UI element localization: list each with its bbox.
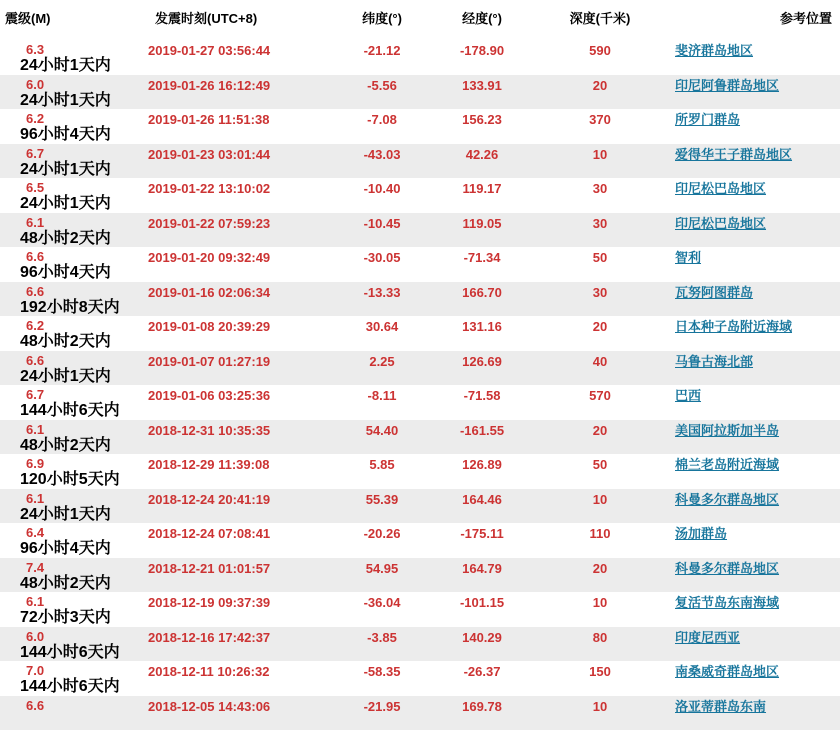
longitude-value: 131.16 (462, 319, 502, 334)
depth-value: 10 (592, 595, 608, 610)
longitude-value: -178.90 (459, 43, 505, 58)
origin-time-value: 2018-12-05 14:43:06 (148, 698, 271, 714)
latitude-value: 54.40 (365, 422, 399, 438)
time-window-label: 24小时1天内 (20, 195, 111, 212)
location-link[interactable]: 印尼阿鲁群岛地区 (675, 77, 780, 93)
latitude-value: -5.56 (367, 77, 397, 93)
location-link[interactable]: 棉兰老岛附近海域 (675, 457, 780, 472)
time-window-label: 24小时1天内 (20, 367, 111, 385)
depth-value: 50 (592, 250, 608, 265)
depth-value: 20 (592, 560, 608, 576)
location-cell (670, 385, 840, 420)
origin-time-value: 2018-12-31 10:35:35 (148, 422, 271, 438)
magnitude-value: 6.1 (26, 490, 45, 506)
location-link[interactable]: 印尼松巴岛地区 (675, 215, 767, 231)
magnitude-value: 6.7 (26, 145, 45, 161)
location-cell (670, 489, 840, 524)
origin-time-value: 2018-12-16 17:42:37 (148, 629, 271, 645)
table-row (0, 558, 840, 593)
latitude-value: -36.04 (363, 595, 401, 610)
magnitude-value: 6.0 (26, 628, 45, 644)
table-body (0, 40, 840, 730)
depth-value: 20 (592, 422, 608, 438)
location-link[interactable]: 日本种子岛附近海域 (675, 319, 793, 334)
location-cell (670, 558, 840, 593)
magnitude-cell (0, 661, 140, 696)
location-cell (670, 178, 840, 213)
magnitude-cell (0, 144, 140, 179)
time-window-label: 96小时4天内 (20, 540, 111, 557)
magnitude-cell (0, 592, 140, 627)
location-link[interactable]: 南桑威奇群岛地区 (675, 664, 780, 679)
longitude-value: -161.55 (459, 422, 505, 438)
magnitude-value: 7.4 (26, 559, 45, 575)
depth-value: 110 (589, 526, 611, 541)
depth-value: 10 (592, 698, 608, 714)
time-window-label: 96小时4天内 (20, 126, 111, 143)
location-cell (670, 420, 840, 455)
table-row (0, 109, 840, 144)
magnitude-cell (0, 316, 140, 351)
latitude-value: -7.08 (367, 112, 397, 127)
location-link[interactable]: 印度尼西亚 (675, 629, 741, 645)
magnitude-cell (0, 40, 140, 75)
location-cell (670, 247, 840, 282)
time-window-label: 24小时1天内 (20, 505, 111, 523)
depth-value: 30 (592, 181, 608, 196)
table-row (0, 696, 840, 731)
depth-value: 20 (592, 77, 608, 93)
location-cell (670, 213, 840, 248)
magnitude-cell (0, 178, 140, 213)
magnitude-cell (0, 420, 140, 455)
table-header-row (0, 0, 840, 40)
location-cell (670, 282, 840, 317)
longitude-value: 156.23 (462, 112, 502, 127)
longitude-value: -101.15 (459, 595, 505, 610)
location-link[interactable]: 所罗门群岛 (675, 112, 741, 127)
location-link[interactable]: 洛亚蒂群岛东南 (675, 698, 767, 714)
location-link[interactable]: 汤加群岛 (675, 526, 728, 541)
origin-time-value: 2018-12-19 09:37:39 (148, 595, 271, 610)
magnitude-value: 6.6 (26, 283, 45, 299)
magnitude-value: 6.5 (26, 180, 45, 195)
depth-value: 80 (592, 629, 608, 645)
origin-time-value: 2019-01-26 16:12:49 (148, 77, 271, 93)
magnitude-cell (0, 489, 140, 524)
magnitude-value: 6.4 (26, 525, 45, 540)
location-cell (670, 523, 840, 558)
magnitude-cell (0, 109, 140, 144)
latitude-value: -21.12 (363, 43, 401, 58)
latitude-value: -30.05 (363, 250, 401, 265)
depth-value: 20 (592, 319, 608, 334)
longitude-value: -71.34 (463, 250, 501, 265)
origin-time-value: 2019-01-07 01:27:19 (148, 353, 271, 369)
location-cell (670, 627, 840, 662)
table-row (0, 489, 840, 524)
location-link[interactable]: 爱得华王子群岛地区 (675, 146, 793, 162)
table-row (0, 316, 840, 351)
origin-time-value: 2018-12-29 11:39:08 (148, 457, 270, 472)
magnitude-cell (0, 523, 140, 558)
col-header-origin-time: 发震时刻(UTC+8) (155, 11, 258, 26)
time-window-label: 48小时2天内 (20, 436, 111, 454)
longitude-value: 126.69 (462, 353, 502, 369)
magnitude-value: 7.0 (26, 663, 45, 678)
longitude-value: -26.37 (463, 664, 501, 679)
table-row (0, 282, 840, 317)
magnitude-value: 6.3 (26, 42, 45, 57)
time-window-label: 48小时2天内 (20, 333, 111, 350)
longitude-value: 119.05 (462, 215, 502, 231)
magnitude-cell (0, 282, 140, 317)
depth-value: 590 (589, 43, 611, 58)
latitude-value: -8.11 (367, 388, 397, 403)
location-cell (670, 454, 840, 489)
magnitude-cell (0, 385, 140, 420)
location-cell (670, 661, 840, 696)
latitude-value: -21.95 (363, 698, 401, 714)
latitude-value: -58.35 (363, 664, 401, 679)
table-row (0, 247, 840, 282)
longitude-value: 169.78 (462, 698, 502, 714)
depth-value: 150 (589, 664, 611, 679)
time-window-label: 24小时1天内 (20, 160, 111, 178)
magnitude-cell (0, 696, 140, 731)
magnitude-value: 6.1 (26, 594, 45, 609)
magnitude-value: 6.1 (26, 421, 45, 437)
table-row (0, 523, 840, 558)
table-row (0, 178, 840, 213)
location-link[interactable]: 斐济群岛地区 (675, 43, 754, 58)
latitude-value: 2.25 (369, 353, 395, 369)
magnitude-value: 6.6 (26, 352, 45, 368)
longitude-value: 42.26 (465, 146, 499, 162)
longitude-value: 164.46 (462, 491, 502, 507)
location-cell (670, 592, 840, 627)
latitude-value: 54.95 (365, 560, 399, 576)
col-header-location: 参考位置 (779, 11, 832, 26)
time-window-label: 72小时3天内 (20, 609, 111, 626)
magnitude-value: 6.2 (26, 111, 45, 126)
depth-value: 10 (592, 491, 608, 507)
origin-time-value: 2019-01-23 03:01:44 (148, 146, 271, 162)
magnitude-cell (0, 627, 140, 662)
longitude-value: 133.91 (462, 77, 502, 93)
depth-value: 570 (589, 388, 611, 403)
magnitude-value: 6.6 (26, 697, 45, 713)
location-link[interactable]: 复活节岛东南海域 (675, 595, 780, 610)
time-window-label: 48小时2天内 (20, 574, 111, 592)
table-row (0, 40, 840, 75)
time-window-label: 24小时1天内 (20, 91, 111, 109)
location-cell (670, 75, 840, 110)
location-cell (670, 696, 840, 731)
time-window-label: 48小时2天内 (20, 229, 111, 247)
time-window-label: 192小时8天内 (20, 298, 120, 316)
depth-value: 50 (592, 457, 608, 472)
table-row (0, 420, 840, 455)
table-row (0, 661, 840, 696)
longitude-value: -175.11 (460, 526, 504, 541)
latitude-value: -10.40 (363, 181, 401, 196)
magnitude-value: 6.2 (26, 318, 45, 333)
location-cell (670, 316, 840, 351)
time-window-label: 24小时1天内 (20, 57, 111, 74)
origin-time-value: 2018-12-24 07:08:41 (148, 526, 271, 541)
col-header-longitude: 经度(°) (462, 11, 502, 26)
latitude-value: -3.85 (367, 629, 397, 645)
location-link[interactable]: 马鲁古海北部 (675, 353, 754, 369)
magnitude-cell (0, 75, 140, 110)
origin-time-value: 2019-01-22 07:59:23 (148, 215, 271, 231)
magnitude-value: 6.0 (26, 76, 45, 92)
magnitude-cell (0, 454, 140, 489)
col-header-depth: 深度(千米) (569, 11, 631, 26)
magnitude-cell (0, 558, 140, 593)
location-link[interactable]: 巴西 (675, 388, 702, 403)
origin-time-value: 2018-12-11 10:26:32 (148, 664, 270, 679)
table-row (0, 592, 840, 627)
longitude-value: 140.29 (462, 629, 502, 645)
origin-time-value: 2019-01-22 13:10:02 (148, 181, 271, 196)
longitude-value: 119.17 (462, 181, 502, 196)
table-row (0, 75, 840, 110)
latitude-value: -43.03 (363, 146, 401, 162)
origin-time-value: 2019-01-20 09:32:49 (148, 250, 271, 265)
magnitude-cell (0, 247, 140, 282)
latitude-value: -10.45 (363, 215, 401, 231)
depth-value: 30 (592, 215, 608, 231)
depth-value: 370 (589, 112, 611, 127)
table-row (0, 454, 840, 489)
col-header-magnitude: 震级(M) (5, 11, 51, 26)
time-window-label: 144小时6天内 (20, 678, 120, 695)
location-link[interactable]: 智利 (675, 250, 702, 265)
longitude-value: 126.89 (462, 457, 502, 472)
time-window-label: 96小时4天内 (20, 264, 111, 281)
longitude-value: -71.58 (463, 388, 501, 403)
col-header-latitude: 纬度(°) (362, 11, 402, 26)
magnitude-cell (0, 213, 140, 248)
magnitude-value: 6.1 (26, 214, 45, 230)
origin-time-value: 2019-01-16 02:06:34 (148, 284, 271, 300)
latitude-value: 5.85 (369, 457, 395, 472)
location-cell (670, 109, 840, 144)
location-link[interactable]: 科曼多尔群岛地区 (675, 491, 780, 507)
latitude-value: 30.64 (365, 319, 399, 334)
table-row (0, 385, 840, 420)
longitude-value: 164.79 (462, 560, 502, 576)
magnitude-value: 6.9 (26, 456, 45, 471)
depth-value: 30 (592, 284, 608, 300)
latitude-value: -13.33 (363, 284, 401, 300)
magnitude-value: 6.6 (26, 249, 45, 264)
latitude-value: -20.26 (363, 526, 401, 541)
location-cell (670, 40, 840, 75)
table-row (0, 351, 840, 386)
time-window-label: 144小时6天内 (20, 643, 120, 661)
time-window-label: 120小时5天内 (20, 471, 120, 488)
location-link[interactable]: 瓦努阿图群岛 (675, 284, 754, 300)
table-row (0, 213, 840, 248)
location-link[interactable]: 美国阿拉斯加半岛 (675, 422, 780, 438)
depth-value: 10 (592, 146, 608, 162)
magnitude-cell (0, 351, 140, 386)
origin-time-value: 2018-12-24 20:41:19 (148, 491, 271, 507)
longitude-value: 166.70 (462, 284, 502, 300)
location-cell (670, 351, 840, 386)
location-link[interactable]: 科曼多尔群岛地区 (675, 560, 780, 576)
origin-time-value: 2019-01-26 11:51:38 (148, 112, 270, 127)
location-cell (670, 144, 840, 179)
origin-time-value: 2018-12-21 01:01:57 (148, 560, 271, 576)
latitude-value: 55.39 (365, 491, 399, 507)
origin-time-value: 2019-01-06 03:25:36 (148, 388, 271, 403)
origin-time-value: 2019-01-27 03:56:44 (148, 43, 271, 58)
location-link[interactable]: 印尼松巴岛地区 (675, 181, 767, 196)
magnitude-value: 6.7 (26, 387, 45, 402)
table-row (0, 144, 840, 179)
origin-time-value: 2019-01-08 20:39:29 (148, 319, 271, 334)
table-row (0, 627, 840, 662)
depth-value: 40 (592, 353, 608, 369)
time-window-label: 144小时6天内 (20, 402, 120, 419)
